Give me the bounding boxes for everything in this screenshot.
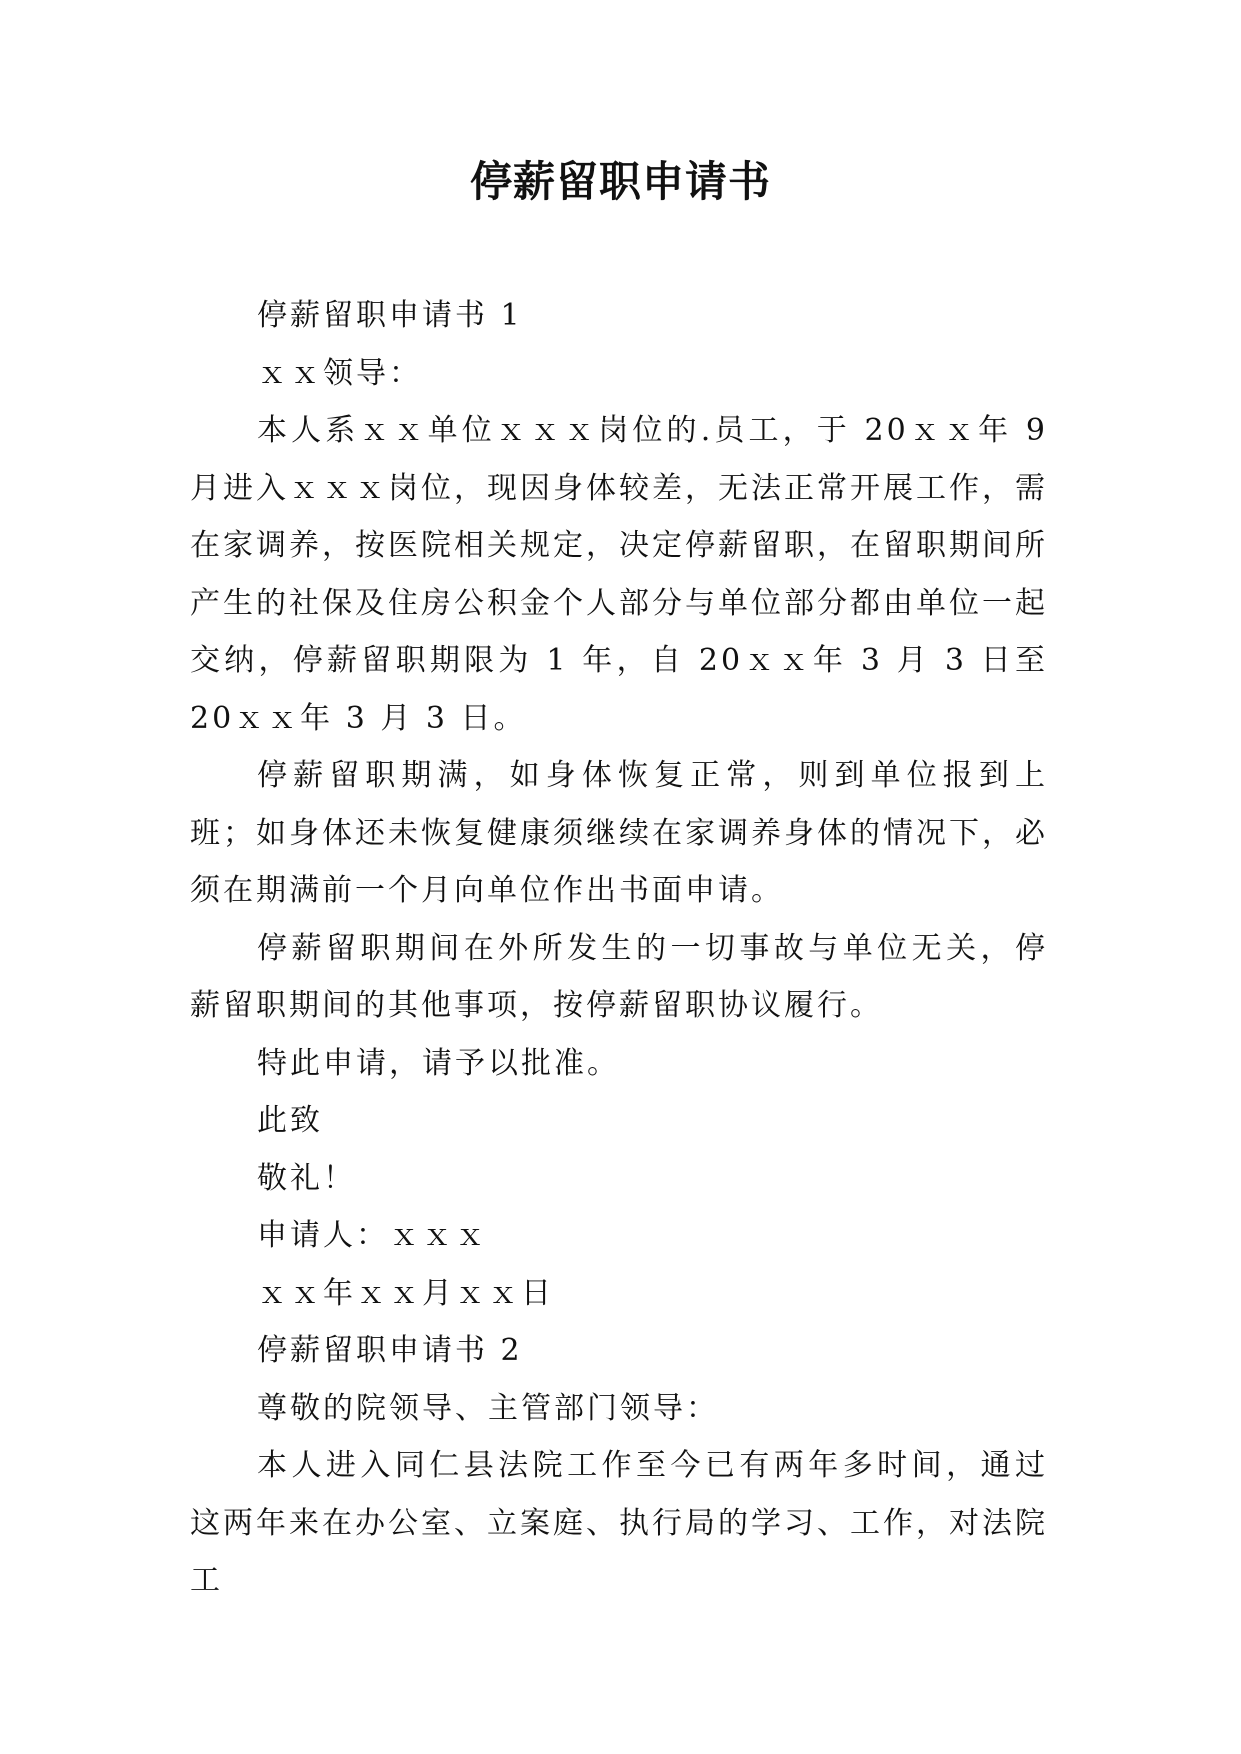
body-paragraph: 本人进入同仁县法院工作至今已有两年多时间，通过这两年来在办公室、立案庭、执行局的学习、工作，对法院工: [190, 1448, 1048, 1598]
body-paragraph: 停薪留职期满，如身体恢复正常，则到单位报到上班；如身体还未恢复健康须继续在家调养身体的情况下，必须在期满前一个月向单位作出书面申请。: [190, 758, 1048, 908]
applicant-line: 申请人：ｘｘｘ: [257, 1218, 488, 1253]
salutation-2: 尊敬的院领导、主管部门领导：: [257, 1390, 719, 1426]
closing-line: 此致: [257, 1103, 323, 1138]
request-line: 特此申请，请予以批准。: [257, 1045, 620, 1081]
document-body: [190, 287, 1048, 1610]
body-paragraph: 停薪留职期间在外所发生的一切事故与单位无关，停薪留职期间的其他事项，按停薪留职协议履行。: [190, 930, 1048, 1023]
salutation-1: ｘｘ领导：: [257, 355, 422, 391]
date-line: ｘｘ年ｘｘ月ｘｘ日: [257, 1275, 554, 1311]
section-heading-2: 停薪留职申请书 2: [257, 1333, 523, 1368]
document-title: 停薪留职申请书: [469, 157, 771, 206]
body-paragraph: 本人系ｘｘ单位ｘｘｘ岗位的.员工，于 20ｘｘ年 9 月进入ｘｘｘ岗位，现因身体较差，无法正常开展工作，需在家调养，按医院相关规定，决定停薪留职，在留职期间所产生的社保及住房公积金个人部分与单位部分都由单位一起交纳，停薪留职期限为 1 年，自 20ｘｘ年 3 月 3 日至 20ｘｘ年 3 月 3 日。: [190, 413, 1048, 736]
closing-regards: 敬礼！: [257, 1160, 356, 1196]
section-heading-1: 停薪留职申请书 1: [257, 298, 523, 333]
